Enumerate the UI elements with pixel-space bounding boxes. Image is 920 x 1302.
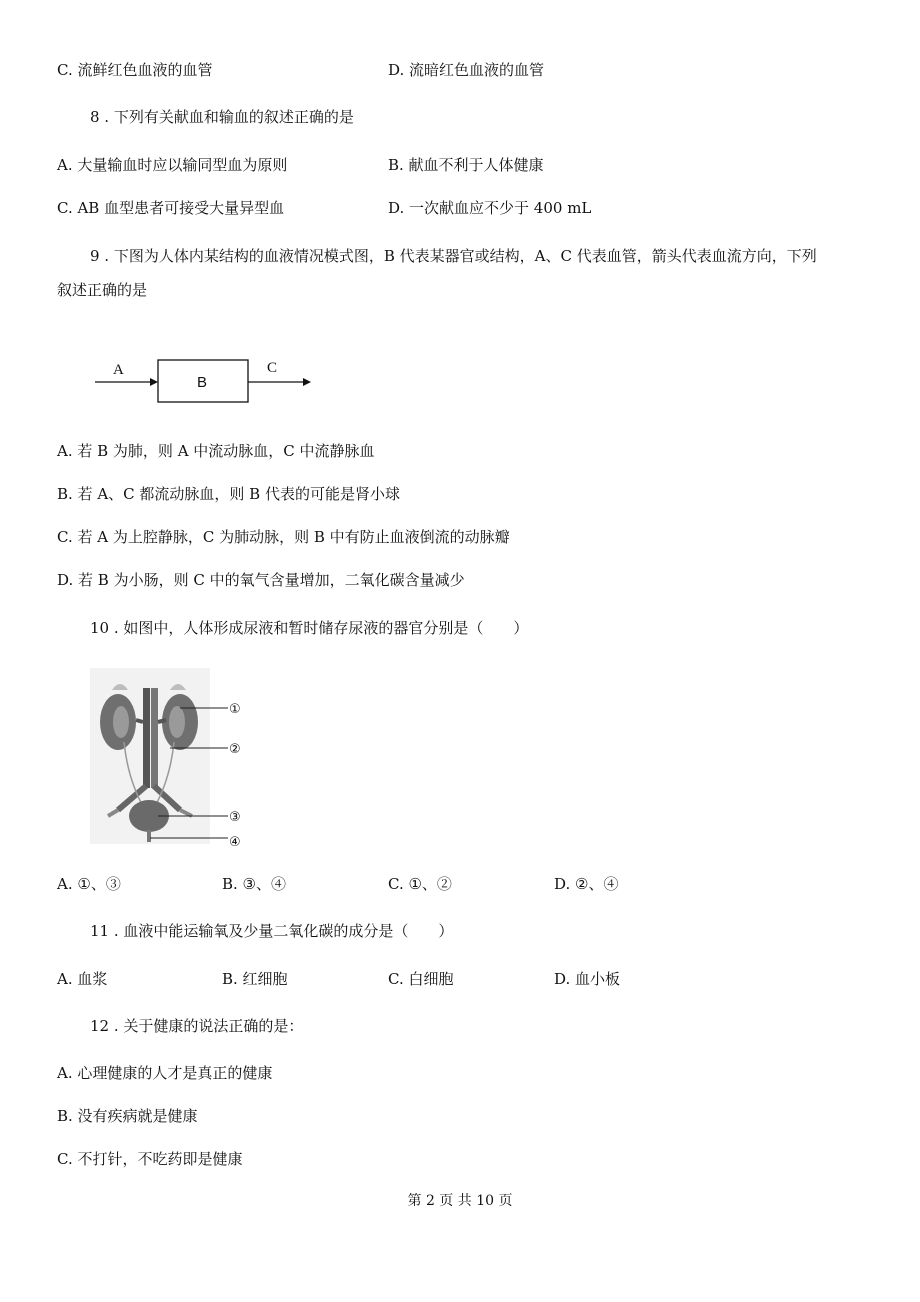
- q12-option-b: B. 没有疾病就是健康: [57, 1107, 198, 1125]
- q8-stem: 8 . 下列有关献血和输血的叙述正确的是: [90, 108, 354, 126]
- q7-option-c: C. 流鲜红色血液的血管: [57, 61, 213, 79]
- q10-option-b: B. ③、④: [222, 875, 287, 893]
- aorta: [143, 688, 150, 788]
- figure-label-3: ③: [229, 810, 241, 825]
- q10-stem: 10 . 如图中，人体形成尿液和暂时储存尿液的器官分别是（ ）: [90, 619, 529, 637]
- q9-option-a: A. 若 B 为肺，则 A 中流动脉血，C 中流静脉血: [57, 442, 375, 460]
- q7-option-d: D. 流暗红色血液的血管: [388, 61, 545, 79]
- urethra: [147, 830, 151, 842]
- q9-stem-line1: 9 . 下图为人体内某结构的血液情况模式图，B 代表某器官或结构，A、C 代表血管，箭头代表血流方向，下列: [90, 247, 817, 265]
- q9-stem-line2: 叙述正确的是: [57, 281, 148, 299]
- q9-option-d: D. 若 B 为小肠，则 C 中的氧气含量增加，二氧化碳含量减少: [57, 571, 465, 589]
- q10-option-a: A. ①、③: [57, 875, 121, 893]
- q10-option-d: D. ②、④: [554, 875, 619, 893]
- q12-stem: 12 . 关于健康的说法正确的是：: [90, 1017, 304, 1035]
- figure-label-4: ④: [229, 835, 241, 850]
- q11-option-c: C. 白细胞: [388, 970, 454, 988]
- arrow-in-head: [150, 378, 158, 386]
- diagram-label-b: B: [197, 374, 208, 391]
- diagram-label-a: A: [113, 362, 124, 378]
- q11-option-d: D. 血小板: [554, 970, 621, 988]
- blood-flow-diagram: [95, 352, 325, 412]
- q11-option-b: B. 红细胞: [222, 970, 288, 988]
- q8-option-b: B. 献血不利于人体健康: [388, 156, 544, 174]
- urinary-system-figure: [88, 660, 248, 850]
- page-footer: 第 2 页 共 10 页: [407, 1193, 513, 1209]
- q11-stem: 11 . 血液中能运输氧及少量二氧化碳的成分是（ ）: [90, 922, 454, 940]
- q8-option-d: D. 一次献血应不少于 400 mL: [388, 199, 592, 217]
- q9-option-b: B. 若 A、C 都流动脉血，则 B 代表的可能是肾小球: [57, 485, 400, 503]
- q9-option-c: C. 若 A 为上腔静脉，C 为肺动脉，则 B 中有防止血液倒流的动脉瓣: [57, 528, 510, 546]
- figure-label-2: ②: [229, 742, 241, 757]
- arrow-out-head: [303, 378, 311, 386]
- q12-option-c: C. 不打针，不吃药即是健康: [57, 1150, 243, 1168]
- q11-option-a: A. 血浆: [57, 970, 108, 988]
- q10-option-c: C. ①、②: [388, 875, 452, 893]
- vena-cava: [151, 688, 158, 788]
- q8-option-c: C. AB 血型患者可接受大量异型血: [57, 199, 285, 217]
- q8-option-a: A. 大量输血时应以输同型血为原则: [57, 156, 288, 174]
- q12-option-a: A. 心理健康的人才是真正的健康: [57, 1064, 273, 1082]
- diagram-label-c: C: [267, 360, 278, 376]
- figure-label-1: ①: [229, 702, 241, 717]
